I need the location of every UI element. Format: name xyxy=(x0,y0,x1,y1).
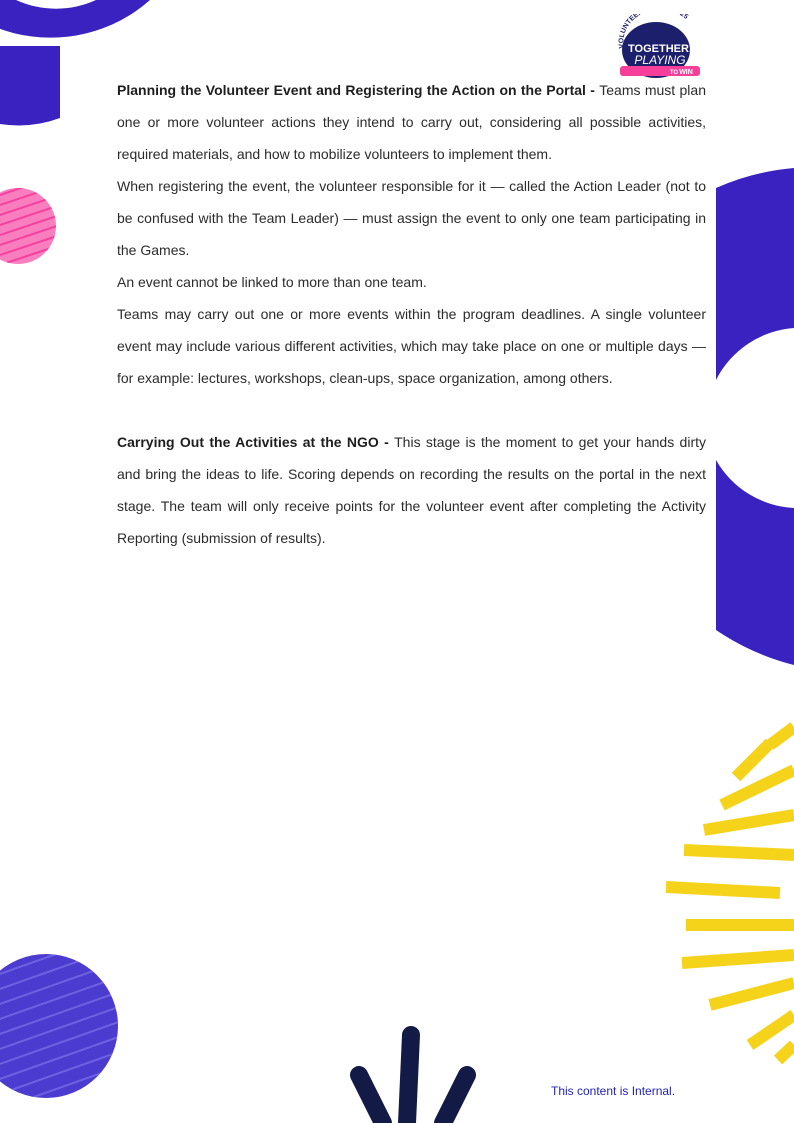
blue-circle-decoration xyxy=(0,953,122,1103)
section1-paragraph2: When registering the event, the volunteer responsible for it — called the Action Leader (not to be confused with the Team Leader) — must assign the event to only one team participating in the Games. xyxy=(117,178,706,258)
section1-paragraph3: An event cannot be linked to more than one team. xyxy=(117,274,427,290)
section1-paragraph4: Teams may carry out one or more events within the program deadlines. A single volunteer event may include various different activities, which may take place on one or multiple days — for example: lectures, workshops, clean-ups, space organization, among others. xyxy=(117,306,706,386)
logo-line3: WIN xyxy=(679,69,693,76)
paragraph-gap xyxy=(117,394,706,426)
section2-heading: Carrying Out the Activities at the NGO - xyxy=(117,434,395,450)
right-arc-decoration xyxy=(716,168,794,668)
volunteer-games-logo xyxy=(612,14,708,78)
section1-heading: Planning the Volunteer Event and Registering the Action on the Portal - xyxy=(117,82,600,98)
section1-intro: Teams must plan one or more volunteer actions they intend to carry out, considering all possible activities, required materials, and how to mobilize volunteers to implement them. xyxy=(117,82,706,162)
logo-line2: PLAYING xyxy=(634,53,686,67)
pink-circle-decoration xyxy=(0,185,60,269)
logo-line1: TOGETHER, xyxy=(628,43,692,55)
navy-strokes-decoration xyxy=(345,1025,480,1123)
section2-body: This stage is the moment to get your hands dirty and bring the ideas to life. Scoring depends on recording the results on the portal in the next stage. The team will only receive points for the volunteer event after completing the Activity Reporting (submission of results). xyxy=(117,434,706,546)
section1-paragraph1 xyxy=(117,74,706,170)
section2-paragraph xyxy=(117,426,706,554)
classification-footer: This content is Internal. xyxy=(551,1084,676,1098)
logo-arc-text: VOLUNTEE 25 xyxy=(618,14,690,49)
logo-line3-small: TO xyxy=(669,70,679,76)
document-body xyxy=(117,74,706,554)
yellow-sunburst-decoration xyxy=(660,715,794,1070)
